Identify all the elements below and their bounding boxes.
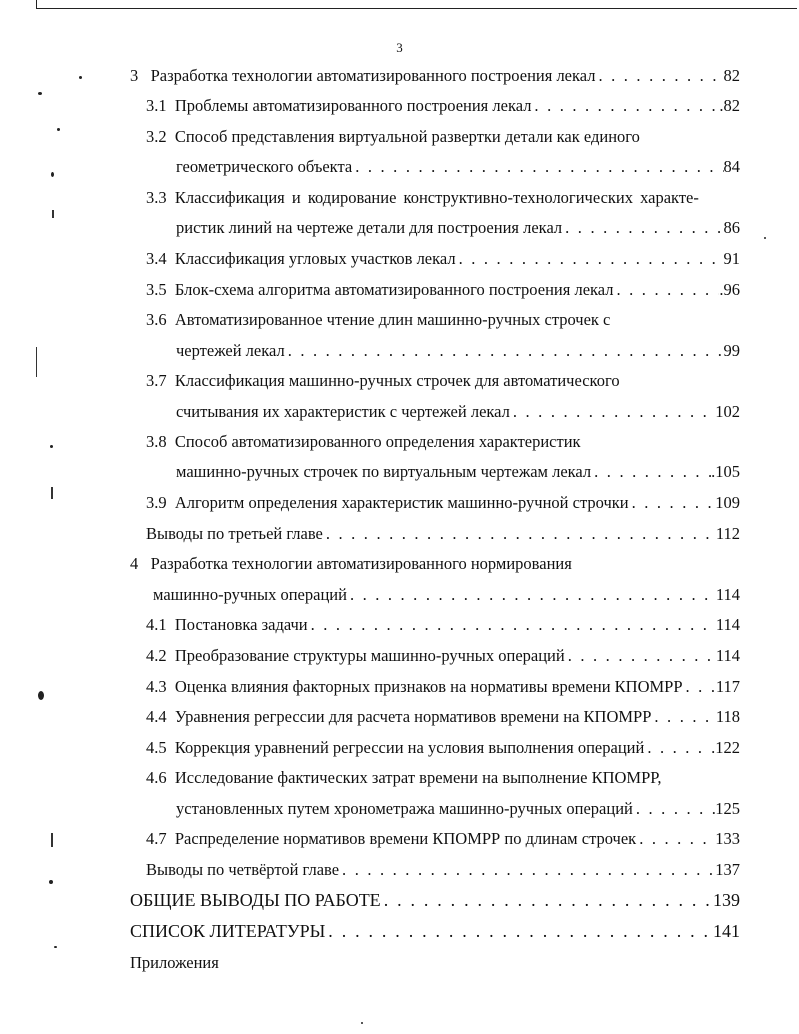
toc-title-cont: машинно-ручных строчек по виртуальным чертежам лекал xyxy=(176,462,592,481)
scan-speck xyxy=(79,76,82,79)
toc-entry-general-conclusions xyxy=(130,890,740,910)
toc-page: 109 xyxy=(715,493,740,512)
toc-title: Уравнения регрессии для расчета нормативов времени на КПОМРР xyxy=(174,707,652,726)
leader-dots xyxy=(381,890,713,910)
leader-dots xyxy=(510,402,715,422)
toc-page: .96 xyxy=(719,280,740,299)
toc-entry-3-5 xyxy=(146,280,740,300)
scan-speck xyxy=(38,691,44,700)
toc-title: ОБЩИЕ ВЫВОДЫ ПО РАБОТЕ xyxy=(130,890,381,910)
toc-num: 3.3 xyxy=(146,188,167,207)
toc-num: 3.2 xyxy=(146,127,167,146)
toc-entry-3-2 xyxy=(146,127,740,147)
scan-speck xyxy=(51,172,54,177)
toc-num: 4.4 xyxy=(146,707,167,726)
toc-page: 91 xyxy=(723,249,740,268)
leader-dots xyxy=(562,218,723,238)
toc-title: Оценка влияния факторных признаков на нормативы времени КПОМРР xyxy=(174,677,683,696)
scan-speck xyxy=(764,237,766,239)
leader-dots xyxy=(347,585,716,605)
toc-entry-3-2-cont xyxy=(176,157,740,177)
toc-title: Классификация угловых участков лекал xyxy=(174,249,456,268)
toc-title: Распределение нормативов времени КПОМРР по длинам строчек xyxy=(174,829,637,848)
toc-entry-appendices xyxy=(130,953,430,973)
leader-dots xyxy=(629,493,716,513)
toc-entry-4-6 xyxy=(146,768,740,788)
leader-dots xyxy=(651,707,715,727)
leader-dots xyxy=(308,615,716,635)
leader-dots xyxy=(285,341,724,361)
toc-title: Коррекция уравнений регрессии на условия выполнения операций xyxy=(174,738,645,757)
scan-speck xyxy=(54,946,57,948)
scan-speck xyxy=(50,445,53,448)
toc-page: 112 xyxy=(715,524,740,543)
toc-entry-3-9 xyxy=(146,493,740,513)
leader-dots xyxy=(565,646,716,666)
toc-entry-4-2 xyxy=(146,646,740,666)
toc-page: 114 xyxy=(715,646,740,665)
toc-page: .105 xyxy=(711,462,740,481)
toc-page: 141 xyxy=(713,921,740,941)
toc-title: СПИСОК ЛИТЕРАТУРЫ xyxy=(130,921,326,941)
toc-title-cont: считывания их характеристик с чертежей лекал xyxy=(176,402,510,421)
toc-page: 84 xyxy=(723,157,740,176)
leader-dots xyxy=(595,66,723,86)
toc-num: 3.4 xyxy=(146,249,167,268)
leader-dots xyxy=(636,829,715,849)
toc-entry-3-8-cont xyxy=(176,462,740,482)
toc-entry-4-cont xyxy=(153,585,740,605)
leader-dots xyxy=(614,280,720,300)
scan-speck xyxy=(38,92,42,95)
leader-dots xyxy=(339,860,715,880)
leader-dots xyxy=(456,249,724,269)
page-number: 3 xyxy=(396,40,403,55)
toc-page: .122 xyxy=(711,738,740,757)
toc-title: Приложения xyxy=(130,953,219,972)
toc-entry-4-5 xyxy=(146,738,740,758)
toc-page: 125 xyxy=(715,799,740,818)
toc-page: 114 xyxy=(715,615,740,634)
toc-num: 3.8 xyxy=(146,432,167,451)
toc-page: 117 xyxy=(715,677,740,696)
toc-num: 3.7 xyxy=(146,371,167,390)
toc-entry-3-4 xyxy=(146,249,740,269)
toc-entry-4-7 xyxy=(146,829,740,849)
toc-entry-4-4 xyxy=(146,707,740,727)
toc-title: Разработка технологии автоматизированного построения лекал xyxy=(150,66,596,85)
toc-title-cont: машинно-ручных операций xyxy=(153,585,347,604)
toc-page: 102 xyxy=(715,402,740,421)
toc-title: Классификация и кодирование конструктивно-технологических характе- xyxy=(174,188,699,207)
toc-page: 139 xyxy=(713,890,740,910)
toc-entry-3-3-cont xyxy=(176,218,740,238)
toc-title: Постановка задачи xyxy=(174,615,308,634)
scan-mark xyxy=(51,833,53,847)
scan-speck xyxy=(361,1022,363,1024)
toc-page: 86 xyxy=(723,218,740,237)
toc-num: 4.3 xyxy=(146,677,167,696)
toc-entry-3-3 xyxy=(146,188,746,208)
scan-mark xyxy=(51,487,53,499)
toc-page: 118 xyxy=(715,707,740,726)
toc-num: 4 xyxy=(130,554,139,573)
toc-num: 3.1 xyxy=(146,96,167,115)
toc-entry-conclusions-4 xyxy=(146,860,740,880)
toc-entry-4 xyxy=(130,554,740,574)
leader-dots xyxy=(633,799,715,819)
scan-mark xyxy=(36,347,37,377)
toc-entry-conclusions-3 xyxy=(146,524,740,544)
toc-num: 3.5 xyxy=(146,280,167,299)
toc-page: .82 xyxy=(719,96,740,115)
toc-page: 133 xyxy=(715,829,740,848)
toc-entry-4-3 xyxy=(146,677,740,697)
toc-num: 3.6 xyxy=(146,310,167,329)
toc-page: 137 xyxy=(715,860,740,879)
toc-num: 3 xyxy=(130,66,139,85)
toc-title: Автоматизированное чтение длин машинно-ручных строчек с xyxy=(174,310,611,329)
toc-num: 3.9 xyxy=(146,493,167,512)
toc-num: 4.7 xyxy=(146,829,167,848)
toc-title: Алгоритм определения характеристик машинно-ручной строчки xyxy=(174,493,629,512)
leader-dots xyxy=(325,921,713,941)
toc-title: Способ автоматизированного определения характеристик xyxy=(174,432,581,451)
toc-title: Выводы по четвёртой главе xyxy=(146,860,340,879)
toc-title: Выводы по третьей главе xyxy=(146,524,323,543)
leader-dots xyxy=(644,738,711,758)
toc-page: 82 xyxy=(723,66,740,85)
leader-dots xyxy=(683,677,716,697)
leader-dots xyxy=(591,462,711,482)
toc-num: 4.6 xyxy=(146,768,167,787)
toc-title: Исследование фактических затрат времени на выполнение КПОМРР, xyxy=(174,768,662,787)
toc-title-cont: геометрического объекта xyxy=(176,157,353,176)
toc-page: 99 xyxy=(723,341,740,360)
scan-mark xyxy=(52,210,54,218)
toc-title: Преобразование структуры машинно-ручных операций xyxy=(174,646,565,665)
toc-entry-references xyxy=(130,921,740,941)
scan-speck xyxy=(57,128,60,131)
toc-entry-4-1 xyxy=(146,615,740,635)
leader-dots xyxy=(531,96,719,116)
toc-num: 4.1 xyxy=(146,615,167,634)
toc-page: 114 xyxy=(715,585,740,604)
leader-dots xyxy=(323,524,716,544)
toc-entry-3-8 xyxy=(146,432,740,452)
toc-title: Классификация машинно-ручных строчек для автоматического xyxy=(174,371,620,390)
toc-entry-3-1 xyxy=(146,96,740,116)
toc-entry-3 xyxy=(130,66,740,86)
toc-entry-3-7-cont xyxy=(176,402,740,422)
toc-title: Проблемы автоматизированного построения лекал xyxy=(174,96,532,115)
toc-entry-3-6-cont xyxy=(176,341,740,361)
toc-entry-3-7 xyxy=(146,371,740,391)
toc-title: Способ представления виртуальной развертки детали как единого xyxy=(174,127,640,146)
toc-title: Разработка технологии автоматизированного нормирования xyxy=(150,554,572,573)
toc-title: Блок-схема алгоритма автоматизированного построения лекал xyxy=(174,280,614,299)
toc-title-cont: чертежей лекал xyxy=(176,341,285,360)
toc-entry-4-6-cont xyxy=(176,799,740,819)
leader-dots xyxy=(352,157,723,177)
scan-speck xyxy=(49,880,53,884)
toc-entry-3-6 xyxy=(146,310,740,330)
toc-num: 4.5 xyxy=(146,738,167,757)
toc-title-cont: установленных путем хронометража машинно-ручных операций xyxy=(176,799,633,818)
toc-num: 4.2 xyxy=(146,646,167,665)
toc-title-cont: ристик линий на чертеже детали для построения лекал xyxy=(176,218,563,237)
